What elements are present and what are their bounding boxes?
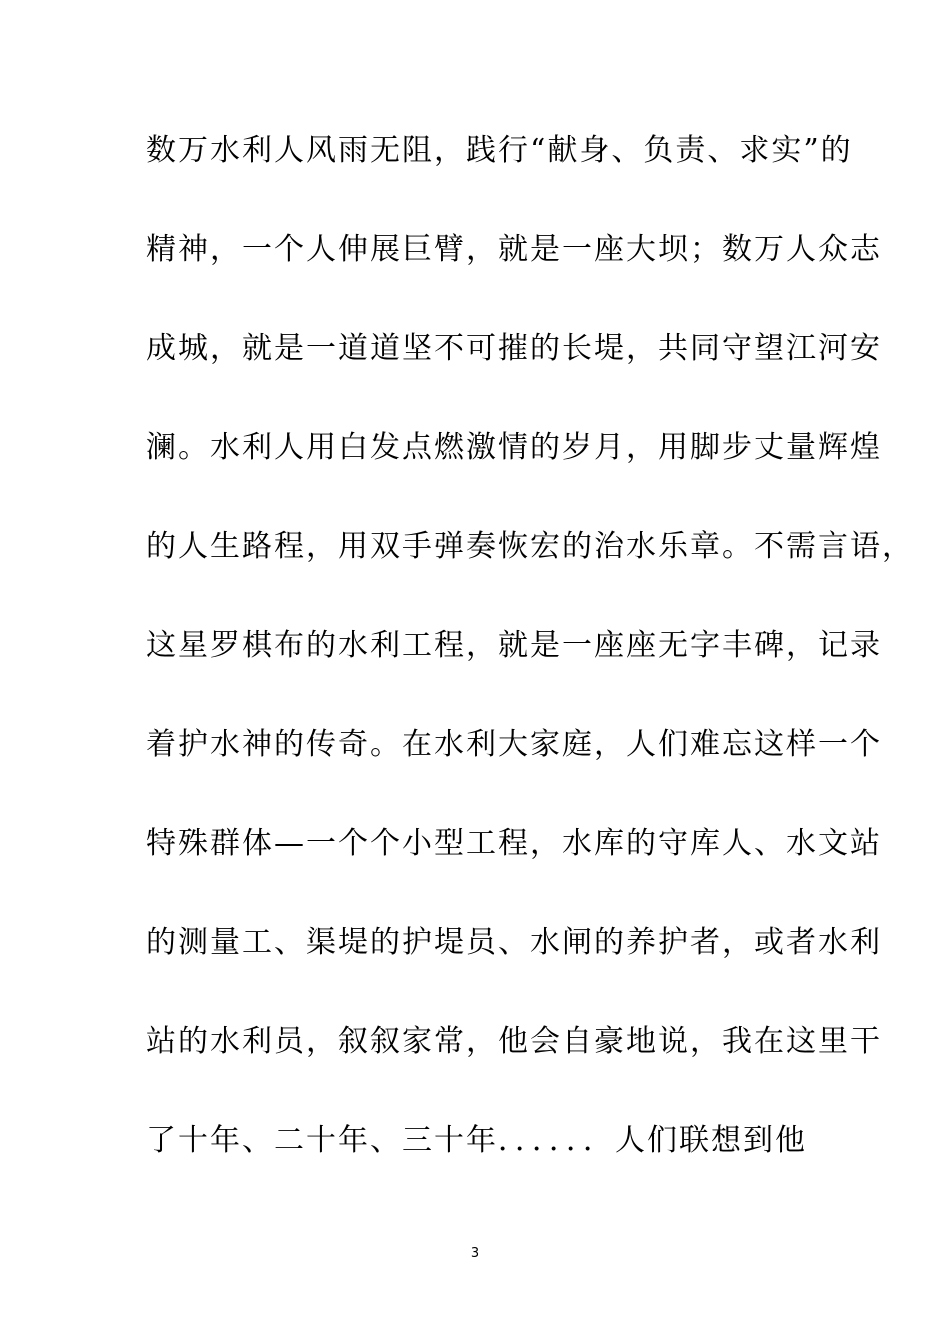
body-text xyxy=(146,124,914,1213)
text-line: 特殊群体—一个个小型工程，水库的守库人、水文站 xyxy=(146,826,882,861)
text-line: 数万水利人风雨无阻，践行“献身、负责、求实”的 xyxy=(146,133,853,168)
text-line: 澜。水利人用白发点燃激情的岁月，用脚步丈量辉煌 xyxy=(146,430,882,465)
text-line: 的人生路程，用双手弹奏恢宏的治水乐章。不需言语， xyxy=(146,529,914,564)
text-line: 了十年、二十年、三十年．．．．．．人们联想到他 xyxy=(146,1123,807,1158)
page-number: 3 xyxy=(470,1246,480,1261)
text-line: 着护水神的传奇。在水利大家庭，人们难忘这样一个 xyxy=(146,727,882,762)
text-line: 成城，就是一道道坚不可摧的长堤，共同守望江河安 xyxy=(146,331,882,366)
text-line: 精神，一个人伸展巨臂，就是一座大坝；数万人众志 xyxy=(146,232,882,267)
text-line: 这星罗棋布的水利工程，就是一座座无字丰碑，记录 xyxy=(146,628,882,663)
text-line: 站的水利员，叙叙家常，他会自豪地说，我在这里干 xyxy=(146,1024,882,1059)
text-line: 的测量工、渠堤的护堤员、水闸的养护者，或者水利 xyxy=(146,925,882,960)
